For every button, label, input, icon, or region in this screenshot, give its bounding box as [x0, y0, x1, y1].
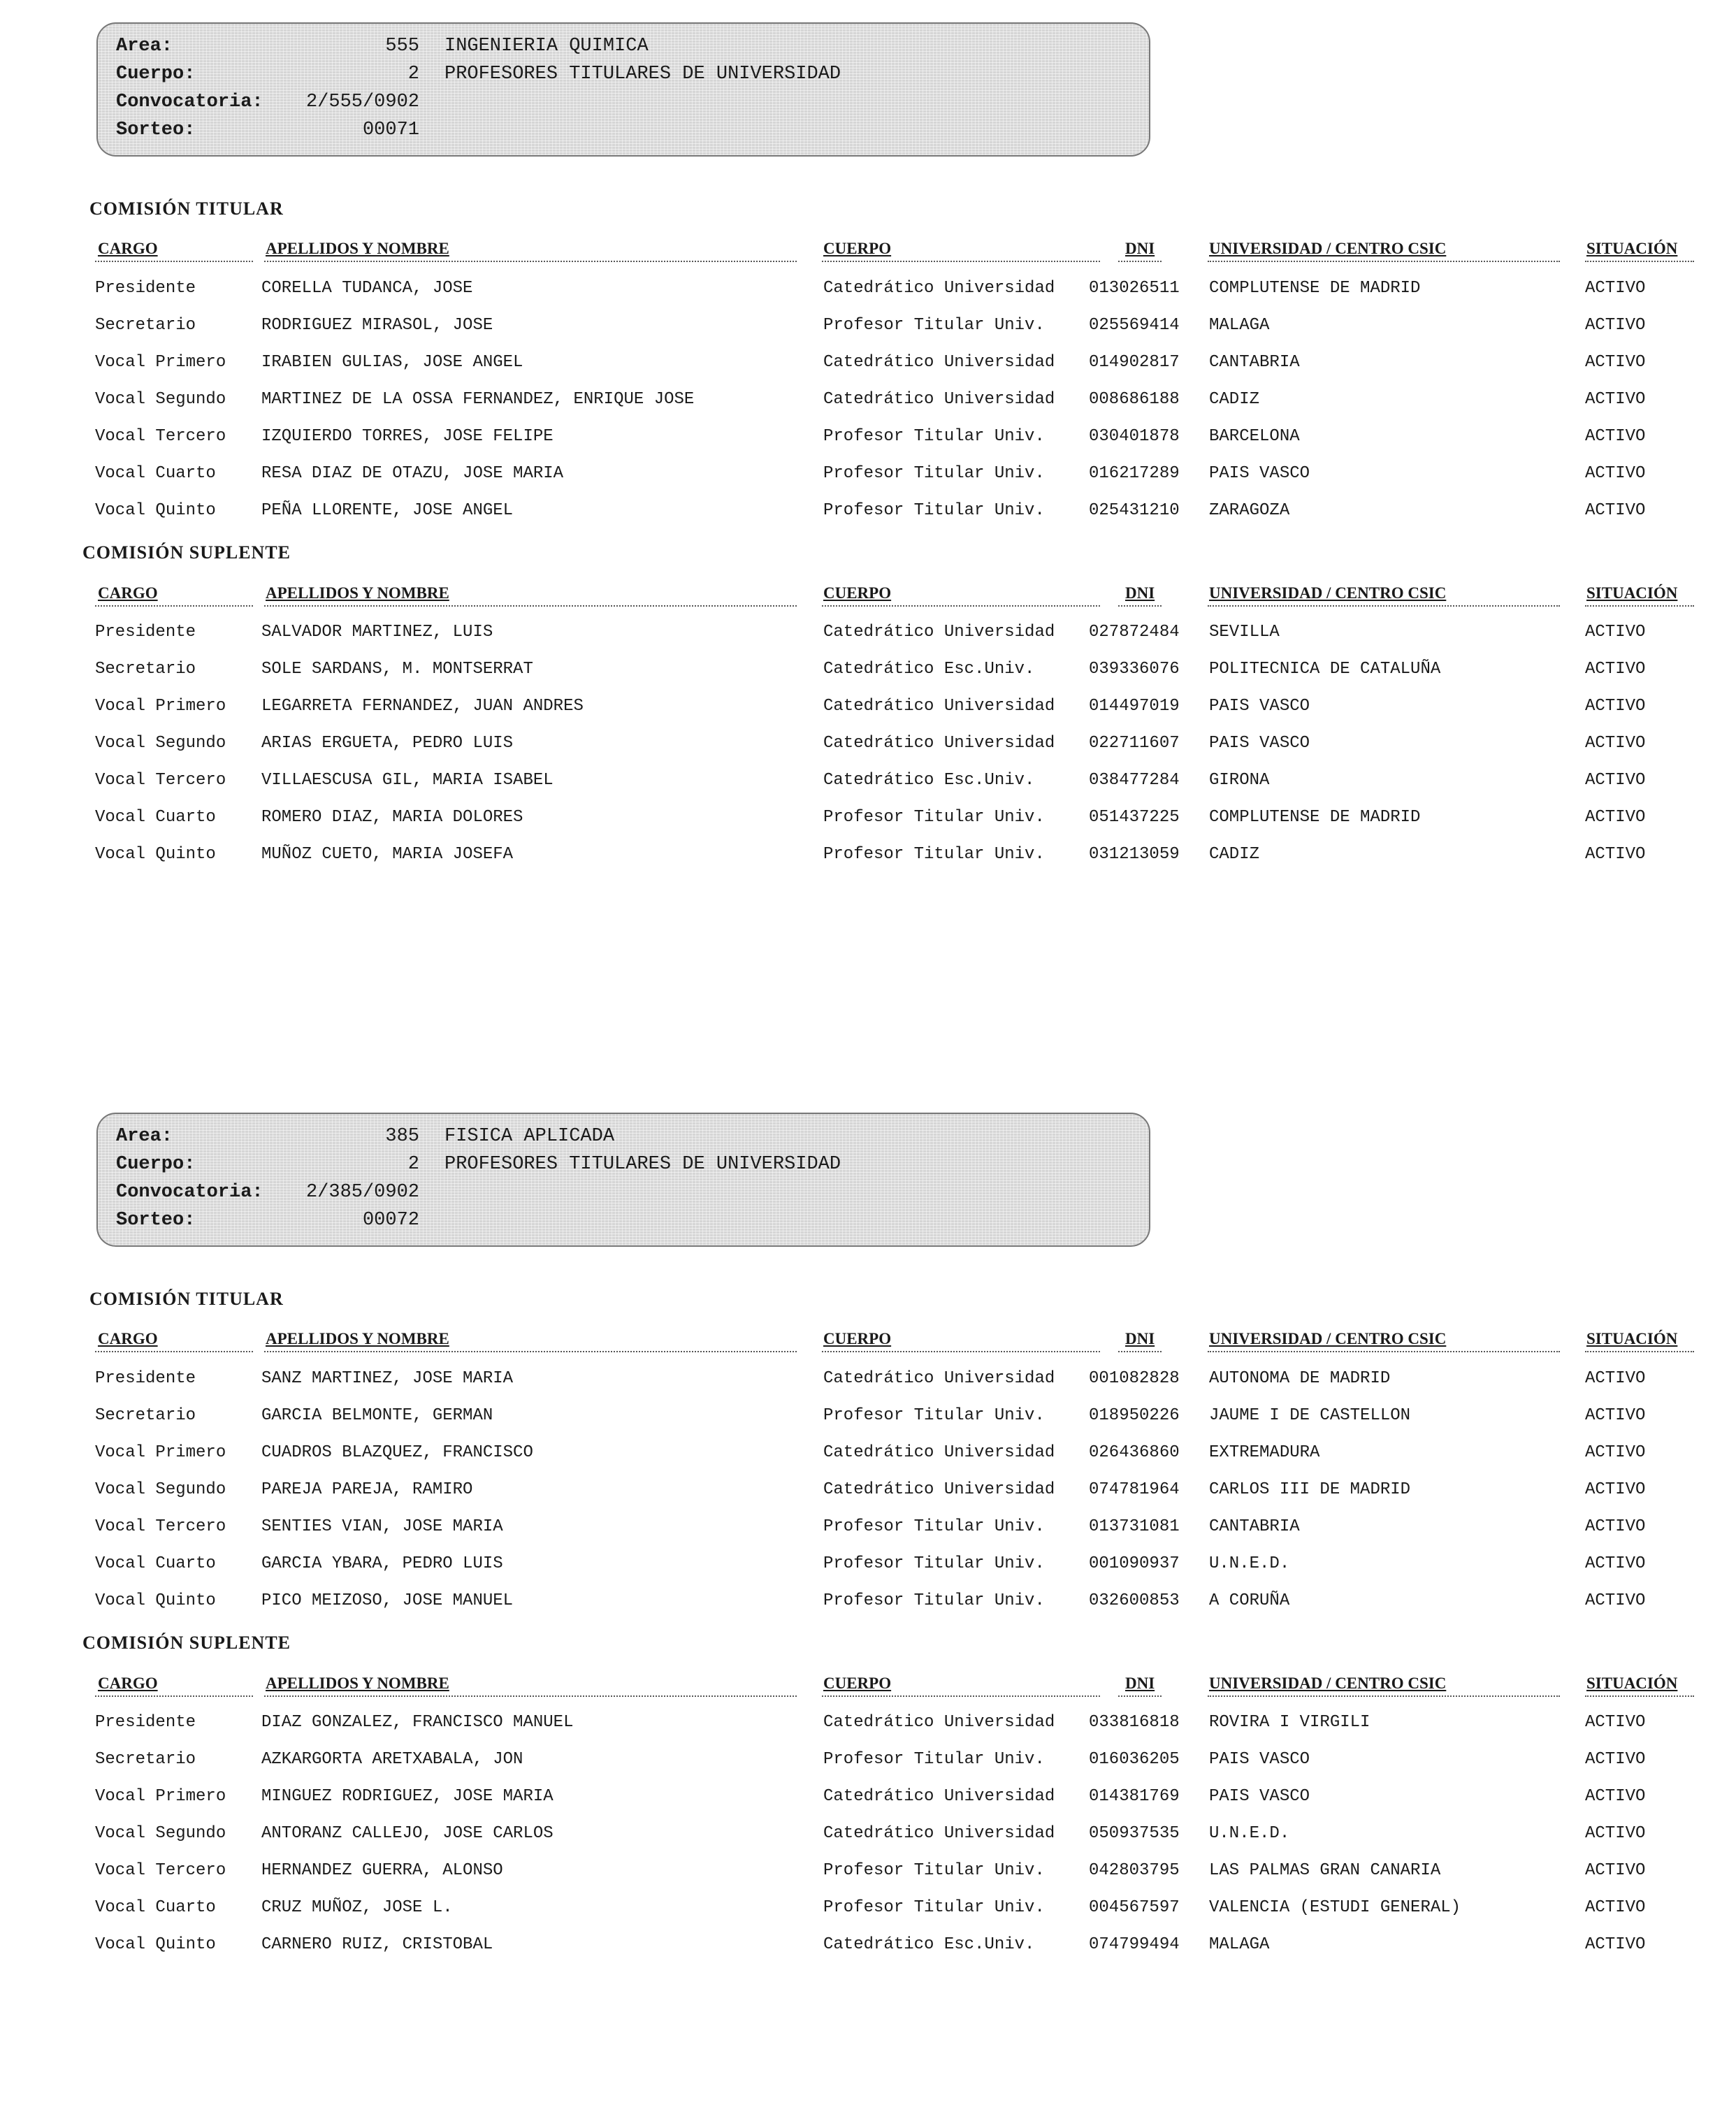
cell-cargo: Vocal Segundo — [95, 734, 226, 753]
cell-cuerpo: Catedrático Esc.Univ. — [823, 660, 1035, 679]
cell-nombre: MUÑOZ CUETO, MARIA JOSEFA — [261, 845, 514, 864]
header-cuerpo: CUERPO — [823, 1330, 892, 1347]
cell-univ: AUTONOMA DE MADRID — [1209, 1369, 1391, 1388]
cell-sit: ACTIVO — [1585, 464, 1646, 483]
cell-cargo: Vocal Tercero — [95, 427, 226, 446]
cell-cargo: Vocal Quinto — [95, 1935, 216, 1954]
cell-dni: 050937535 — [1089, 1824, 1180, 1843]
cell-cuerpo: Catedrático Universidad — [823, 697, 1055, 716]
cell-cargo: Secretario — [95, 660, 196, 679]
cell-sit: ACTIVO — [1585, 1787, 1646, 1806]
cell-nombre: GARCIA BELMONTE, GERMAN — [261, 1406, 493, 1425]
header-cargo: CARGO — [98, 584, 158, 602]
header-dotted-rule — [95, 1695, 253, 1697]
cell-cuerpo: Catedrático Universidad — [823, 1480, 1055, 1499]
cell-cuerpo: Catedrático Universidad — [823, 279, 1055, 298]
cell-sit: ACTIVO — [1585, 279, 1646, 298]
cell-cargo: Vocal Tercero — [95, 1517, 226, 1536]
header-dotted-rule — [1208, 605, 1560, 607]
cell-univ: CADIZ — [1209, 845, 1260, 864]
header-dotted-rule — [264, 1695, 797, 1697]
cell-dni: 008686188 — [1089, 390, 1180, 409]
cell-nombre: RODRIGUEZ MIRASOL, JOSE — [261, 316, 493, 335]
table-row — [0, 1779, 1736, 1815]
table-header — [0, 584, 1736, 609]
cell-cargo: Vocal Tercero — [95, 771, 226, 790]
cell-sit: ACTIVO — [1585, 1406, 1646, 1425]
cell-dni: 038477284 — [1089, 771, 1180, 790]
table-row — [0, 614, 1736, 651]
convocatoria-label: Convocatoria: — [116, 92, 263, 113]
table-row — [0, 308, 1736, 344]
cell-univ: PAIS VASCO — [1209, 697, 1310, 716]
cell-univ: LAS PALMAS GRAN CANARIA — [1209, 1861, 1441, 1880]
header-situacion: SITUACIÓN — [1586, 584, 1678, 602]
cell-univ: ZARAGOZA — [1209, 501, 1290, 520]
table-row — [0, 1705, 1736, 1741]
table-row — [0, 1583, 1736, 1619]
cell-dni: 004567597 — [1089, 1898, 1180, 1917]
cell-sit: ACTIVO — [1585, 845, 1646, 864]
cell-univ: COMPLUTENSE DE MADRID — [1209, 279, 1421, 298]
cell-dni: 016036205 — [1089, 1750, 1180, 1769]
header-dotted-rule — [95, 1351, 253, 1352]
cell-sit: ACTIVO — [1585, 390, 1646, 409]
cell-cargo: Vocal Cuarto — [95, 464, 216, 483]
table-row — [0, 493, 1736, 529]
cell-univ: PAIS VASCO — [1209, 1750, 1310, 1769]
header-universidad: UNIVERSIDAD / CENTRO CSIC — [1209, 240, 1447, 257]
header-dni: DNI — [1125, 240, 1155, 257]
header-dotted-rule — [1118, 1695, 1162, 1697]
cell-sit: ACTIVO — [1585, 1861, 1646, 1880]
cell-sit: ACTIVO — [1585, 316, 1646, 335]
table-row — [0, 1361, 1736, 1397]
cell-cargo: Secretario — [95, 1750, 196, 1769]
cell-nombre: IRABIEN GULIAS, JOSE ANGEL — [261, 353, 523, 372]
cell-dni: 051437225 — [1089, 808, 1180, 827]
cell-nombre: VILLAESCUSA GIL, MARIA ISABEL — [261, 771, 554, 790]
cell-cuerpo: Catedrático Universidad — [823, 1824, 1055, 1843]
cell-cuerpo: Catedrático Universidad — [823, 1713, 1055, 1732]
cell-cuerpo: Catedrático Universidad — [823, 1443, 1055, 1462]
cell-cuerpo: Catedrático Esc.Univ. — [823, 771, 1035, 790]
cell-sit: ACTIVO — [1585, 1824, 1646, 1843]
table-row — [0, 1853, 1736, 1889]
cuerpo-label: Cuerpo: — [116, 64, 196, 85]
cell-cuerpo: Profesor Titular Univ. — [823, 464, 1045, 483]
cell-sit: ACTIVO — [1585, 1935, 1646, 1954]
cell-univ: U.N.E.D. — [1209, 1554, 1290, 1573]
cell-univ: EXTREMADURA — [1209, 1443, 1320, 1462]
cell-univ: CANTABRIA — [1209, 1517, 1300, 1536]
cell-cargo: Secretario — [95, 1406, 196, 1425]
cell-cuerpo: Profesor Titular Univ. — [823, 316, 1045, 335]
cell-dni: 042803795 — [1089, 1861, 1180, 1880]
table-row — [0, 651, 1736, 688]
cell-sit: ACTIVO — [1585, 1713, 1646, 1732]
table-row — [0, 1435, 1736, 1471]
cell-univ: MALAGA — [1209, 1935, 1270, 1954]
cell-nombre: PEÑA LLORENTE, JOSE ANGEL — [261, 501, 514, 520]
cell-univ: ROVIRA I VIRGILI — [1209, 1713, 1370, 1732]
convocatoria-header-box — [96, 1113, 1150, 1247]
titular-section-title: COMISIÓN TITULAR — [89, 198, 284, 219]
cell-dni: 074781964 — [1089, 1480, 1180, 1499]
table-row — [0, 382, 1736, 418]
header-dotted-rule — [1208, 261, 1560, 262]
cell-dni: 014381769 — [1089, 1787, 1180, 1806]
cell-cargo: Vocal Quinto — [95, 501, 216, 520]
convocatoria-header-box — [96, 22, 1150, 157]
cell-sit: ACTIVO — [1585, 1554, 1646, 1573]
table-row — [0, 1742, 1736, 1778]
header-dni: DNI — [1125, 1674, 1155, 1692]
sorteo-label: Sorteo: — [116, 120, 196, 140]
cell-cuerpo: Profesor Titular Univ. — [823, 808, 1045, 827]
cuerpo-code: 2 — [407, 1154, 419, 1175]
cell-dni: 032600853 — [1089, 1591, 1180, 1610]
table-row — [0, 837, 1736, 873]
cell-cargo: Vocal Tercero — [95, 1861, 226, 1880]
table-row — [0, 1927, 1736, 1963]
cell-nombre: CUADROS BLAZQUEZ, FRANCISCO — [261, 1443, 533, 1462]
cell-nombre: AZKARGORTA ARETXABALA, JON — [261, 1750, 523, 1769]
cell-cargo: Vocal Segundo — [95, 1824, 226, 1843]
cell-cargo: Vocal Quinto — [95, 1591, 216, 1610]
cell-cuerpo: Profesor Titular Univ. — [823, 1554, 1045, 1573]
cell-cargo: Vocal Segundo — [95, 1480, 226, 1499]
cell-sit: ACTIVO — [1585, 1443, 1646, 1462]
area-code: 385 — [385, 1126, 419, 1147]
cell-nombre: HERNANDEZ GUERRA, ALONSO — [261, 1861, 503, 1880]
cell-sit: ACTIVO — [1585, 623, 1646, 642]
cell-cargo: Vocal Segundo — [95, 390, 226, 409]
header-nombre: APELLIDOS Y NOMBRE — [266, 1674, 449, 1692]
header-nombre: APELLIDOS Y NOMBRE — [266, 584, 449, 602]
header-dotted-rule — [822, 1351, 1100, 1352]
header-dotted-rule — [264, 1351, 797, 1352]
cell-cargo: Vocal Primero — [95, 697, 226, 716]
cell-cargo: Presidente — [95, 623, 196, 642]
table-row — [0, 345, 1736, 381]
convocatoria-code: 2/385/0902 — [305, 1182, 419, 1203]
cell-nombre: CARNERO RUIZ, CRISTOBAL — [261, 1935, 493, 1954]
header-dni: DNI — [1125, 1330, 1155, 1347]
cell-cuerpo: Catedrático Universidad — [823, 1787, 1055, 1806]
cell-cuerpo: Profesor Titular Univ. — [823, 1406, 1045, 1425]
header-cuerpo: CUERPO — [823, 1674, 892, 1692]
header-situacion: SITUACIÓN — [1586, 240, 1678, 257]
cell-sit: ACTIVO — [1585, 1591, 1646, 1610]
header-cuerpo: CUERPO — [823, 240, 892, 257]
titular-section-title: COMISIÓN TITULAR — [89, 1289, 284, 1309]
header-cargo: CARGO — [98, 1330, 158, 1347]
suplente-section-title: COMISIÓN SUPLENTE — [82, 542, 291, 563]
cell-nombre: MARTINEZ DE LA OSSA FERNANDEZ, ENRIQUE JOSE — [261, 390, 695, 409]
area-description: FISICA APLICADA — [444, 1126, 615, 1147]
header-dotted-rule — [264, 261, 797, 262]
cell-dni: 027872484 — [1089, 623, 1180, 642]
sorteo-code: 00072 — [362, 1210, 419, 1231]
cell-univ: VALENCIA (ESTUDI GENERAL) — [1209, 1898, 1461, 1917]
cell-dni: 026436860 — [1089, 1443, 1180, 1462]
table-row — [0, 762, 1736, 799]
table-row — [0, 688, 1736, 725]
cell-sit: ACTIVO — [1585, 1369, 1646, 1388]
cuerpo-description: PROFESORES TITULARES DE UNIVERSIDAD — [444, 1154, 841, 1175]
cell-univ: CADIZ — [1209, 390, 1260, 409]
cell-cuerpo: Catedrático Universidad — [823, 353, 1055, 372]
area-code: 555 — [385, 36, 419, 57]
table-row — [0, 1472, 1736, 1508]
cell-cuerpo: Profesor Titular Univ. — [823, 1517, 1045, 1536]
table-header — [0, 240, 1736, 265]
cell-nombre: DIAZ GONZALEZ, FRANCISCO MANUEL — [261, 1713, 574, 1732]
header-universidad: UNIVERSIDAD / CENTRO CSIC — [1209, 1330, 1447, 1347]
table-row — [0, 270, 1736, 307]
header-universidad: UNIVERSIDAD / CENTRO CSIC — [1209, 584, 1447, 602]
cell-cuerpo: Profesor Titular Univ. — [823, 427, 1045, 446]
cell-cuerpo: Profesor Titular Univ. — [823, 501, 1045, 520]
cell-sit: ACTIVO — [1585, 353, 1646, 372]
header-dotted-rule — [264, 605, 797, 607]
cell-univ: CANTABRIA — [1209, 353, 1300, 372]
cell-cargo: Vocal Quinto — [95, 845, 216, 864]
suplente-section-title: COMISIÓN SUPLENTE — [82, 1633, 291, 1653]
cell-univ: PAIS VASCO — [1209, 464, 1310, 483]
cuerpo-code: 2 — [407, 64, 419, 85]
table-row — [0, 1398, 1736, 1434]
cell-univ: BARCELONA — [1209, 427, 1300, 446]
cell-univ: JAUME I DE CASTELLON — [1209, 1406, 1411, 1425]
cell-cargo: Presidente — [95, 279, 196, 298]
cell-dni: 014497019 — [1089, 697, 1180, 716]
cell-cargo: Vocal Cuarto — [95, 1898, 216, 1917]
table-header — [0, 1674, 1736, 1700]
cell-nombre: PICO MEIZOSO, JOSE MANUEL — [261, 1591, 514, 1610]
header-dotted-rule — [822, 261, 1100, 262]
area-label: Area: — [116, 1126, 173, 1147]
cell-dni: 033816818 — [1089, 1713, 1180, 1732]
header-cargo: CARGO — [98, 240, 158, 257]
cell-dni: 039336076 — [1089, 660, 1180, 679]
table-row — [0, 419, 1736, 455]
area-description: INGENIERIA QUIMICA — [444, 36, 649, 57]
cell-dni: 001082828 — [1089, 1369, 1180, 1388]
cell-sit: ACTIVO — [1585, 697, 1646, 716]
cell-cuerpo: Catedrático Universidad — [823, 734, 1055, 753]
header-dotted-rule — [1118, 605, 1162, 607]
header-dotted-rule — [1585, 261, 1694, 262]
header-dotted-rule — [95, 261, 253, 262]
area-label: Area: — [116, 36, 173, 57]
cell-dni: 031213059 — [1089, 845, 1180, 864]
cell-univ: PAIS VASCO — [1209, 1787, 1310, 1806]
cuerpo-description: PROFESORES TITULARES DE UNIVERSIDAD — [444, 64, 841, 85]
cell-cuerpo: Profesor Titular Univ. — [823, 845, 1045, 864]
cell-univ: U.N.E.D. — [1209, 1824, 1290, 1843]
cell-sit: ACTIVO — [1585, 1898, 1646, 1917]
cell-sit: ACTIVO — [1585, 1517, 1646, 1536]
cell-cuerpo: Catedrático Universidad — [823, 1369, 1055, 1388]
cell-nombre: SOLE SARDANS, M. MONTSERRAT — [261, 660, 533, 679]
table-row — [0, 1546, 1736, 1582]
cell-sit: ACTIVO — [1585, 1750, 1646, 1769]
header-dotted-rule — [1585, 605, 1694, 607]
cell-cuerpo: Catedrático Universidad — [823, 390, 1055, 409]
table-row — [0, 456, 1736, 492]
cell-sit: ACTIVO — [1585, 427, 1646, 446]
cell-cargo: Vocal Primero — [95, 353, 226, 372]
header-cuerpo: CUERPO — [823, 584, 892, 602]
cell-univ: CARLOS III DE MADRID — [1209, 1480, 1411, 1499]
sorteo-code: 00071 — [362, 120, 419, 140]
cell-sit: ACTIVO — [1585, 660, 1646, 679]
cell-dni: 018950226 — [1089, 1406, 1180, 1425]
cell-nombre: IZQUIERDO TORRES, JOSE FELIPE — [261, 427, 554, 446]
header-dotted-rule — [1585, 1351, 1694, 1352]
cell-sit: ACTIVO — [1585, 734, 1646, 753]
header-dotted-rule — [1118, 261, 1162, 262]
cell-nombre: CORELLA TUDANCA, JOSE — [261, 279, 473, 298]
cell-dni: 001090937 — [1089, 1554, 1180, 1573]
cell-cargo: Vocal Primero — [95, 1787, 226, 1806]
cell-dni: 025569414 — [1089, 316, 1180, 335]
cell-nombre: SALVADOR MARTINEZ, LUIS — [261, 623, 493, 642]
cell-nombre: CRUZ MUÑOZ, JOSE L. — [261, 1898, 453, 1917]
cell-cargo: Vocal Cuarto — [95, 1554, 216, 1573]
cell-cuerpo: Profesor Titular Univ. — [823, 1750, 1045, 1769]
cell-cuerpo: Profesor Titular Univ. — [823, 1591, 1045, 1610]
cell-cuerpo: Catedrático Esc.Univ. — [823, 1935, 1035, 1954]
cell-dni: 013026511 — [1089, 279, 1180, 298]
table-row — [0, 725, 1736, 762]
cell-nombre: MINGUEZ RODRIGUEZ, JOSE MARIA — [261, 1787, 554, 1806]
table-row — [0, 1509, 1736, 1545]
cell-nombre: SENTIES VIAN, JOSE MARIA — [261, 1517, 503, 1536]
cell-nombre: ROMERO DIAZ, MARIA DOLORES — [261, 808, 523, 827]
header-dotted-rule — [95, 605, 253, 607]
header-situacion: SITUACIÓN — [1586, 1674, 1678, 1692]
cell-cargo: Presidente — [95, 1713, 196, 1732]
cell-dni: 013731081 — [1089, 1517, 1180, 1536]
cuerpo-label: Cuerpo: — [116, 1154, 196, 1175]
header-dotted-rule — [822, 605, 1100, 607]
cell-nombre: GARCIA YBARA, PEDRO LUIS — [261, 1554, 503, 1573]
header-dni: DNI — [1125, 584, 1155, 602]
cell-cuerpo: Profesor Titular Univ. — [823, 1898, 1045, 1917]
cell-sit: ACTIVO — [1585, 501, 1646, 520]
table-row — [0, 1816, 1736, 1852]
cell-dni: 016217289 — [1089, 464, 1180, 483]
header-dotted-rule — [1585, 1695, 1694, 1697]
cell-cargo: Presidente — [95, 1369, 196, 1388]
cell-univ: MALAGA — [1209, 316, 1270, 335]
cell-dni: 025431210 — [1089, 501, 1180, 520]
cell-univ: PAIS VASCO — [1209, 734, 1310, 753]
cell-nombre: ANTORANZ CALLEJO, JOSE CARLOS — [261, 1824, 554, 1843]
cell-cuerpo: Catedrático Universidad — [823, 623, 1055, 642]
convocatoria-code: 2/555/0902 — [305, 92, 419, 113]
convocatoria-label: Convocatoria: — [116, 1182, 263, 1203]
cell-nombre: PAREJA PAREJA, RAMIRO — [261, 1480, 473, 1499]
header-dotted-rule — [1208, 1351, 1560, 1352]
header-nombre: APELLIDOS Y NOMBRE — [266, 1330, 449, 1347]
cell-dni: 022711607 — [1089, 734, 1180, 753]
cell-sit: ACTIVO — [1585, 771, 1646, 790]
table-row — [0, 800, 1736, 836]
cell-nombre: LEGARRETA FERNANDEZ, JUAN ANDRES — [261, 697, 584, 716]
cell-nombre: ARIAS ERGUETA, PEDRO LUIS — [261, 734, 514, 753]
cell-univ: COMPLUTENSE DE MADRID — [1209, 808, 1421, 827]
header-dotted-rule — [822, 1695, 1100, 1697]
cell-dni: 014902817 — [1089, 353, 1180, 372]
table-row — [0, 1890, 1736, 1926]
cell-nombre: SANZ MARTINEZ, JOSE MARIA — [261, 1369, 514, 1388]
table-header — [0, 1330, 1736, 1355]
header-cargo: CARGO — [98, 1674, 158, 1692]
header-dotted-rule — [1208, 1695, 1560, 1697]
cell-sit: ACTIVO — [1585, 808, 1646, 827]
header-nombre: APELLIDOS Y NOMBRE — [266, 240, 449, 257]
cell-sit: ACTIVO — [1585, 1480, 1646, 1499]
cell-cuerpo: Profesor Titular Univ. — [823, 1861, 1045, 1880]
cell-univ: SEVILLA — [1209, 623, 1280, 642]
cell-cargo: Secretario — [95, 316, 196, 335]
cell-univ: POLITECNICA DE CATALUÑA — [1209, 660, 1441, 679]
cell-univ: GIRONA — [1209, 771, 1270, 790]
header-situacion: SITUACIÓN — [1586, 1330, 1678, 1347]
cell-nombre: RESA DIAZ DE OTAZU, JOSE MARIA — [261, 464, 564, 483]
sorteo-label: Sorteo: — [116, 1210, 196, 1231]
cell-cargo: Vocal Cuarto — [95, 808, 216, 827]
header-universidad: UNIVERSIDAD / CENTRO CSIC — [1209, 1674, 1447, 1692]
cell-dni: 030401878 — [1089, 427, 1180, 446]
cell-cargo: Vocal Primero — [95, 1443, 226, 1462]
cell-dni: 074799494 — [1089, 1935, 1180, 1954]
cell-univ: A CORUÑA — [1209, 1591, 1290, 1610]
header-dotted-rule — [1118, 1351, 1162, 1352]
